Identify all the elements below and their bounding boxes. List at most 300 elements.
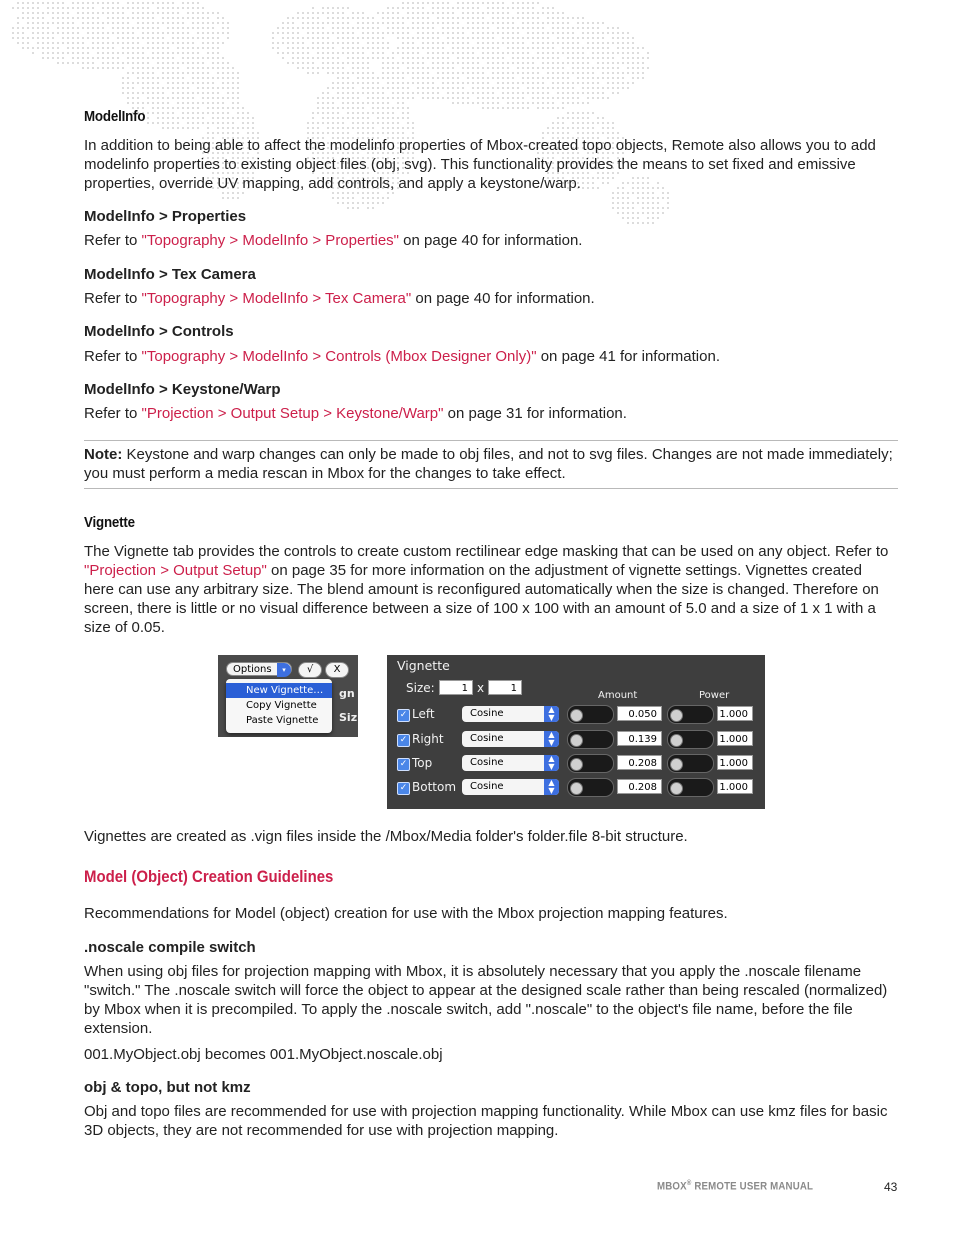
map-dot (292, 47, 294, 49)
map-dot (302, 42, 304, 44)
bottom-amount-field[interactable]: 0.208 (617, 779, 662, 794)
map-dot (382, 87, 384, 89)
map-dot (227, 37, 229, 39)
map-dot (347, 37, 349, 39)
map-dot (182, 52, 184, 54)
map-dot (347, 22, 349, 24)
map-dot (212, 22, 214, 24)
map-dot (127, 77, 129, 79)
map-dot (62, 32, 64, 34)
map-dot (52, 37, 54, 39)
map-dot (442, 42, 444, 44)
map-dot (177, 82, 179, 84)
map-dot (512, 72, 514, 74)
map-dot (207, 17, 209, 19)
map-dot (367, 92, 369, 94)
map-dot (457, 87, 459, 89)
map-dot (207, 42, 209, 44)
slider-knob[interactable] (570, 758, 583, 771)
map-dot (167, 117, 169, 119)
map-dot (557, 107, 559, 109)
map-dot (172, 67, 174, 69)
map-dot (197, 57, 199, 59)
left-checkbox[interactable]: ✓ (397, 709, 410, 722)
map-dot (532, 37, 534, 39)
map-dot (147, 42, 149, 44)
map-dot (347, 197, 349, 199)
ref-suffix: on page 41 for information. (536, 348, 720, 365)
map-dot (312, 132, 314, 134)
map-dot (177, 107, 179, 109)
map-dot (552, 72, 554, 74)
close-icon: X (333, 664, 341, 675)
right-amount-slider[interactable] (567, 730, 614, 749)
map-dot (337, 77, 339, 79)
map-dot (207, 47, 209, 49)
map-dot (477, 67, 479, 69)
map-dot (97, 17, 99, 19)
map-dot (547, 87, 549, 89)
map-dot (362, 122, 364, 124)
map-dot (602, 87, 604, 89)
map-dot (207, 87, 209, 89)
options-dropdown[interactable] (226, 662, 292, 676)
map-dot (467, 42, 469, 44)
map-dot (187, 12, 189, 14)
menu-item-copy-vignette[interactable]: Copy Vignette (246, 700, 317, 711)
map-dot (187, 67, 189, 69)
map-dot (352, 17, 354, 19)
right-curve-select[interactable] (462, 731, 559, 747)
map-dot (562, 67, 564, 69)
top-amount-field[interactable]: 0.208 (617, 755, 662, 770)
map-dot (337, 7, 339, 9)
map-dot (237, 132, 239, 134)
bottom-power-slider[interactable] (667, 778, 714, 797)
bottom-power-field[interactable]: 1.000 (717, 779, 753, 794)
map-dot (202, 17, 204, 19)
map-dot (182, 112, 184, 114)
map-dot (152, 2, 154, 4)
map-dot (312, 32, 314, 34)
map-dot (192, 62, 194, 64)
map-dot (567, 87, 569, 89)
map-dot (492, 92, 494, 94)
map-dot (272, 47, 274, 49)
map-dot (22, 27, 24, 29)
map-dot (557, 62, 559, 64)
slider-knob[interactable] (570, 709, 583, 722)
map-dot (472, 62, 474, 64)
map-dot (42, 37, 44, 39)
map-dot (357, 22, 359, 24)
slider-knob[interactable] (670, 782, 683, 795)
map-dot (212, 37, 214, 39)
map-dot (362, 107, 364, 109)
map-dot (447, 37, 449, 39)
left-curve-select[interactable] (462, 706, 559, 722)
map-dot (237, 77, 239, 79)
map-dot (187, 57, 189, 59)
map-dot (502, 97, 504, 99)
map-dot (347, 17, 349, 19)
map-dot (182, 2, 184, 4)
map-dot (557, 87, 559, 89)
top-curve-select[interactable] (462, 755, 559, 771)
map-dot (32, 52, 34, 54)
map-dot (517, 107, 519, 109)
map-dot (62, 17, 64, 19)
slider-knob[interactable] (670, 758, 683, 771)
bottom-curve-select[interactable] (462, 779, 559, 795)
map-dot (607, 77, 609, 79)
map-dot (627, 57, 629, 59)
map-dot (342, 32, 344, 34)
map-dot (162, 127, 164, 129)
keystone-link[interactable]: "Projection > Output Setup > Keystone/Warp" (141, 405, 444, 422)
confirm-button[interactable] (298, 662, 322, 678)
right-power-field[interactable]: 1.000 (717, 731, 753, 746)
map-dot (32, 47, 34, 49)
map-dot (232, 122, 234, 124)
map-dot (217, 37, 219, 39)
map-dot (572, 62, 574, 64)
map-dot (547, 92, 549, 94)
map-dot (427, 27, 429, 29)
map-dot (417, 57, 419, 59)
map-dot (392, 97, 394, 99)
map-dot (312, 67, 314, 69)
map-dot (657, 212, 659, 214)
map-dot (122, 32, 124, 34)
ref-suffix: on page 31 for information. (443, 405, 627, 422)
left-power-slider[interactable] (667, 705, 714, 724)
slider-knob[interactable] (570, 734, 583, 747)
map-dot (552, 32, 554, 34)
map-dot (357, 102, 359, 104)
map-dot (322, 97, 324, 99)
map-dot (197, 102, 199, 104)
map-dot (392, 7, 394, 9)
map-dot (482, 2, 484, 4)
map-dot (377, 12, 379, 14)
map-dot (487, 22, 489, 24)
map-dot (522, 62, 524, 64)
map-dot (377, 202, 379, 204)
map-dot (277, 27, 279, 29)
map-dot (52, 42, 54, 44)
map-dot (187, 7, 189, 9)
map-dot (507, 22, 509, 24)
map-dot (187, 72, 189, 74)
map-dot (517, 32, 519, 34)
map-dot (632, 67, 634, 69)
map-dot (127, 17, 129, 19)
map-dot (32, 17, 34, 19)
map-dot (607, 32, 609, 34)
map-dot (302, 62, 304, 64)
map-dot (402, 107, 404, 109)
map-dot (512, 57, 514, 59)
map-dot (532, 92, 534, 94)
map-dot (477, 42, 479, 44)
map-dot (632, 222, 634, 224)
properties-link[interactable]: "Topography > ModelInfo > Properties" (141, 232, 399, 249)
map-dot (507, 27, 509, 29)
map-dot (217, 72, 219, 74)
map-dot (117, 12, 119, 14)
map-dot (287, 42, 289, 44)
map-dot (497, 77, 499, 79)
right-checkbox[interactable]: ✓ (397, 734, 410, 747)
map-dot (482, 42, 484, 44)
right-power-slider[interactable] (667, 730, 714, 749)
map-dot (637, 72, 639, 74)
map-dot (657, 207, 659, 209)
map-dot (502, 32, 504, 34)
map-dot (222, 57, 224, 59)
slider-knob[interactable] (570, 782, 583, 795)
map-dot (97, 12, 99, 14)
map-dot (642, 62, 644, 64)
bottom-checkbox[interactable]: ✓ (397, 782, 410, 795)
map-dot (537, 67, 539, 69)
map-dot (197, 47, 199, 49)
map-dot (207, 27, 209, 29)
map-dot (27, 7, 29, 9)
menu-item-new-vignette[interactable]: New Vignette… (226, 683, 332, 698)
map-dot (342, 62, 344, 64)
map-dot (342, 92, 344, 94)
map-dot (232, 67, 234, 69)
size-x-input[interactable]: 1 (439, 680, 473, 695)
map-dot (132, 2, 134, 4)
map-dot (222, 97, 224, 99)
bottom-amount-slider[interactable] (567, 778, 614, 797)
map-dot (342, 37, 344, 39)
map-dot (472, 2, 474, 4)
map-dot (562, 102, 564, 104)
map-dot (187, 122, 189, 124)
check-icon: √ (306, 664, 314, 675)
map-dot (307, 32, 309, 34)
map-dot (367, 47, 369, 49)
map-dot (452, 42, 454, 44)
map-dot (392, 57, 394, 59)
top-amount-slider[interactable] (567, 754, 614, 773)
map-dot (137, 77, 139, 79)
map-dot (142, 72, 144, 74)
map-dot (497, 102, 499, 104)
map-dot (537, 17, 539, 19)
map-dot (362, 102, 364, 104)
map-dot (437, 67, 439, 69)
tex-camera-link[interactable]: "Topography > ModelInfo > Tex Camera" (141, 290, 412, 307)
map-dot (362, 127, 364, 129)
slider-knob[interactable] (670, 709, 683, 722)
left-power-field[interactable]: 1.000 (717, 706, 753, 721)
left-amount-field[interactable]: 0.050 (617, 706, 662, 721)
map-dot (167, 57, 169, 59)
map-dot (377, 197, 379, 199)
map-dot (17, 37, 19, 39)
map-dot (457, 7, 459, 9)
map-dot (227, 127, 229, 129)
map-dot (642, 67, 644, 69)
map-dot (427, 72, 429, 74)
menu-item-paste-vignette[interactable]: Paste Vignette (246, 715, 319, 726)
map-dot (322, 67, 324, 69)
map-dot (367, 97, 369, 99)
map-dot (127, 27, 129, 29)
map-dot (127, 52, 129, 54)
map-dot (167, 22, 169, 24)
map-dot (167, 107, 169, 109)
map-dot (367, 62, 369, 64)
map-dot (582, 47, 584, 49)
map-dot (117, 17, 119, 19)
map-dot (187, 17, 189, 19)
map-dot (527, 87, 529, 89)
map-dot (347, 47, 349, 49)
map-dot (437, 32, 439, 34)
map-dot (172, 77, 174, 79)
map-dot (517, 67, 519, 69)
map-dot (332, 132, 334, 134)
map-dot (487, 107, 489, 109)
map-dot (157, 42, 159, 44)
map-dot (182, 32, 184, 34)
map-dot (427, 67, 429, 69)
map-dot (572, 82, 574, 84)
map-dot (412, 52, 414, 54)
size-y-input[interactable]: 1 (488, 680, 522, 695)
map-dot (397, 17, 399, 19)
map-dot (467, 17, 469, 19)
map-dot (592, 92, 594, 94)
map-dot (342, 77, 344, 79)
map-dot (577, 57, 579, 59)
map-dot (347, 72, 349, 74)
map-dot (417, 92, 419, 94)
map-dot (167, 27, 169, 29)
map-dot (157, 77, 159, 79)
left-amount-slider[interactable] (567, 705, 614, 724)
map-dot (477, 32, 479, 34)
map-dot (332, 102, 334, 104)
map-dot (457, 62, 459, 64)
map-dot (332, 87, 334, 89)
map-dot (372, 42, 374, 44)
map-dot (642, 207, 644, 209)
map-dot (177, 52, 179, 54)
map-dot (212, 122, 214, 124)
top-power-slider[interactable] (667, 754, 714, 773)
map-dot (392, 92, 394, 94)
map-dot (167, 62, 169, 64)
map-dot (402, 102, 404, 104)
map-dot (122, 37, 124, 39)
map-dot (112, 2, 114, 4)
map-dot (367, 132, 369, 134)
map-dot (177, 77, 179, 79)
slider-knob[interactable] (670, 734, 683, 747)
map-dot (542, 42, 544, 44)
map-dot (162, 22, 164, 24)
top-power-field[interactable]: 1.000 (717, 755, 753, 770)
map-dot (442, 67, 444, 69)
map-dot (557, 12, 559, 14)
map-dot (132, 102, 134, 104)
map-dot (177, 12, 179, 14)
map-dot (342, 102, 344, 104)
map-dot (302, 12, 304, 14)
map-dot (627, 32, 629, 34)
map-dot (207, 102, 209, 104)
map-dot (332, 47, 334, 49)
map-dot (232, 92, 234, 94)
map-dot (22, 12, 24, 14)
map-dot (562, 32, 564, 34)
map-dot (12, 37, 14, 39)
map-dot (212, 47, 214, 49)
map-dot (187, 37, 189, 39)
close-button[interactable] (325, 662, 349, 678)
map-dot (52, 57, 54, 59)
map-dot (152, 12, 154, 14)
map-dot (442, 17, 444, 19)
controls-link[interactable]: "Topography > ModelInfo > Controls (Mbox Designer Only)" (141, 348, 537, 365)
map-dot (462, 82, 464, 84)
map-dot (332, 27, 334, 29)
map-dot (492, 47, 494, 49)
map-dot (157, 97, 159, 99)
map-dot (77, 17, 79, 19)
top-checkbox[interactable]: ✓ (397, 758, 410, 771)
map-dot (222, 32, 224, 34)
map-dot (512, 47, 514, 49)
map-dot (322, 92, 324, 94)
map-dot (582, 112, 584, 114)
map-dot (132, 72, 134, 74)
map-dot (27, 12, 29, 14)
map-dot (407, 32, 409, 34)
map-dot (547, 12, 549, 14)
map-dot (227, 92, 229, 94)
map-dot (372, 27, 374, 29)
right-amount-field[interactable]: 0.139 (617, 731, 662, 746)
map-dot (47, 2, 49, 4)
map-dot (597, 82, 599, 84)
output-setup-link[interactable]: "Projection > Output Setup" (84, 562, 267, 579)
map-dot (87, 47, 89, 49)
map-dot (142, 87, 144, 89)
map-dot (357, 97, 359, 99)
map-dot (427, 82, 429, 84)
map-dot (237, 72, 239, 74)
map-dot (562, 72, 564, 74)
map-dot (522, 67, 524, 69)
map-dot (372, 32, 374, 34)
map-dot (542, 82, 544, 84)
map-dot (372, 132, 374, 134)
map-dot (342, 22, 344, 24)
map-dot (387, 112, 389, 114)
map-dot (342, 27, 344, 29)
map-dot (382, 12, 384, 14)
map-dot (387, 107, 389, 109)
map-dot (367, 72, 369, 74)
